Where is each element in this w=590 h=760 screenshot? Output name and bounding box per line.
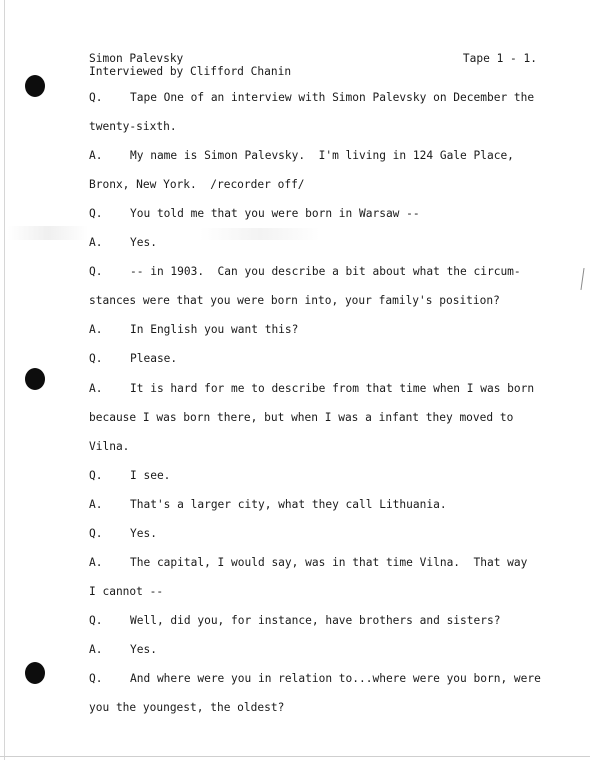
line-text: And where were you in relation to...where were you born, were [130, 672, 541, 685]
transcript-line [89, 469, 170, 483]
page-edge-line [4, 0, 5, 760]
line-text: Bronx, New York. /recorder off/ [89, 178, 305, 192]
transcript-line [89, 178, 305, 192]
line-text: It is hard for me to describe from that time when I was born [130, 381, 535, 395]
margin-mark [580, 268, 584, 290]
line-text: I cannot -- [89, 584, 164, 598]
line-text: My name is Simon Palevsky. I'm living in 124 Gale Place, [130, 149, 514, 163]
speaker-label: Q. [89, 91, 103, 104]
speaker-label: A. [89, 497, 103, 511]
speaker-label: A. [89, 555, 103, 569]
tape-label: Tape 1 - 1. [462, 52, 537, 65]
bottom-edge-line [0, 756, 590, 757]
interviewer-credit: Interviewed by Clifford Chanin [89, 65, 292, 78]
speaker-label: A. [89, 236, 103, 250]
speaker-label: Q. [89, 613, 103, 627]
line-text: That's a larger city, what they call Lithuania. [130, 497, 447, 511]
transcript-line [89, 149, 514, 163]
transcript-line [89, 411, 513, 425]
punch-hole-middle [25, 368, 45, 390]
speaker-label: A. [89, 642, 103, 656]
transcript-line [89, 701, 284, 715]
line-text: you the youngest, the oldest? [89, 701, 285, 715]
speaker-label: Q. [89, 672, 103, 685]
line-text: Please. [130, 352, 178, 366]
line-text: In English you want this? [130, 323, 299, 337]
transcript-line [89, 265, 521, 279]
speaker-label: A. [89, 323, 103, 337]
line-text: Yes. [130, 642, 157, 656]
transcript-line [89, 556, 527, 570]
transcript-line [89, 440, 129, 454]
scan-smudge [200, 228, 320, 240]
line-text: Yes. [130, 236, 157, 250]
speaker-label: Q. [89, 526, 103, 540]
transcript-line [89, 498, 447, 512]
transcript-line [89, 323, 298, 337]
speaker-label: A. [89, 149, 103, 163]
transcript-line [89, 91, 534, 105]
punch-hole-bottom [25, 662, 45, 684]
speaker-label: Q. [89, 265, 103, 279]
transcript-header [89, 52, 549, 78]
transcript-line [89, 643, 157, 657]
line-text: Well, did you, for instance, have brothers and sisters? [130, 613, 501, 627]
speaker-label: A. [89, 381, 103, 395]
speaker-label: Q. [89, 352, 103, 366]
line-text: -- in 1903. Can you describe a bit about what the circum- [130, 265, 521, 279]
speaker-label: Q. [89, 207, 103, 221]
line-text: Vilna. [89, 439, 130, 453]
transcript-line [89, 382, 534, 396]
transcript-line [89, 207, 420, 221]
line-text: because I was born there, but when I was a infant they moved to [89, 410, 514, 424]
line-text: twenty-sixth. [89, 120, 177, 134]
line-text: Yes. [130, 526, 157, 540]
interviewee-name: Simon Palevsky [89, 52, 184, 65]
transcript-line [89, 527, 157, 541]
speaker-label: Q. [89, 468, 103, 482]
transcript-line [89, 120, 177, 134]
transcript-line [89, 614, 500, 628]
transcript-line [89, 294, 500, 308]
transcript-line [89, 236, 157, 250]
scan-smudge [8, 226, 88, 240]
line-text: You told me that you were born in Warsaw -- [130, 207, 420, 221]
line-text: stances were that you were born into, your family's position? [89, 294, 500, 308]
punch-hole-top [25, 75, 45, 97]
transcript-line [89, 585, 163, 599]
line-text: Tape One of an interview with Simon Palevsky on December the [130, 91, 535, 104]
line-text: The capital, I would say, was in that time Vilna. That way [130, 555, 528, 569]
transcript-line [89, 672, 541, 686]
transcript-line [89, 352, 177, 366]
line-text: I see. [130, 468, 171, 482]
